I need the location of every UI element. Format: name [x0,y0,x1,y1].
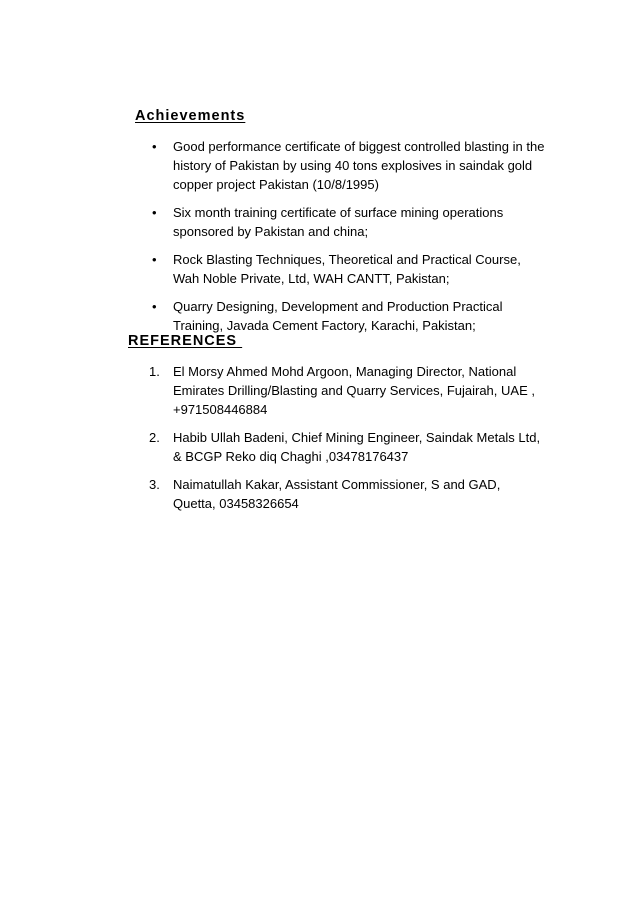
list-item-line: Naimatullah Kakar, Assistant Commissioner, S and GAD, [173,477,501,492]
list-number: 1. [149,364,160,379]
references-heading: REFERENCES [128,333,243,349]
list-item [0,362,543,419]
list-item [0,250,543,288]
bullet-icon: • [152,299,157,314]
list-item-line: Quarry Designing, Development and Production Practical [173,299,503,314]
list-item-line: copper project Pakistan (10/8/1995) [173,177,379,192]
list-item-line: Rock Blasting Techniques, Theoretical and Practical Course, [173,252,521,267]
list-item-line: & BCGP Reko diq Chaghi ,03478176437 [173,449,409,464]
list-item [0,297,543,335]
list-item [0,137,543,194]
list-item-line: sponsored by Pakistan and china; [173,224,369,239]
list-item-line: history of Pakistan by using 40 tons explosives in saindak gold [173,158,533,173]
list-item-line: Wah Noble Private, Ltd, WAH CANTT, Pakistan; [173,271,450,286]
list-item [0,428,543,466]
list-item [0,475,543,513]
list-number: 2. [149,430,160,445]
list-item-line: Habib Ullah Badeni, Chief Mining Engineer, Saindak Metals Ltd, [173,430,541,445]
bullet-icon: • [152,139,157,154]
bullet-icon: • [152,205,157,220]
list-item-line: Training, Javada Cement Factory, Karachi, Pakistan; [173,318,476,333]
list-item-line: +971508446884 [173,402,268,417]
list-item-line: Good performance certificate of biggest controlled blasting in the [173,139,545,154]
list-item-line: Quetta, 03458326654 [173,496,299,511]
list-item [0,203,543,241]
list-item-line: Six month training certificate of surface mining operations [173,205,504,220]
bullet-icon: • [152,252,157,267]
achievements-heading: Achievements [135,108,246,124]
list-item-line: Emirates Drilling/Blasting and Quarry Services, Fujairah, UAE , [173,383,535,398]
list-item-line: El Morsy Ahmed Mohd Argoon, Managing Director, National [173,364,517,379]
references-list [0,362,543,522]
achievements-list [0,137,543,344]
list-number: 3. [149,477,160,492]
